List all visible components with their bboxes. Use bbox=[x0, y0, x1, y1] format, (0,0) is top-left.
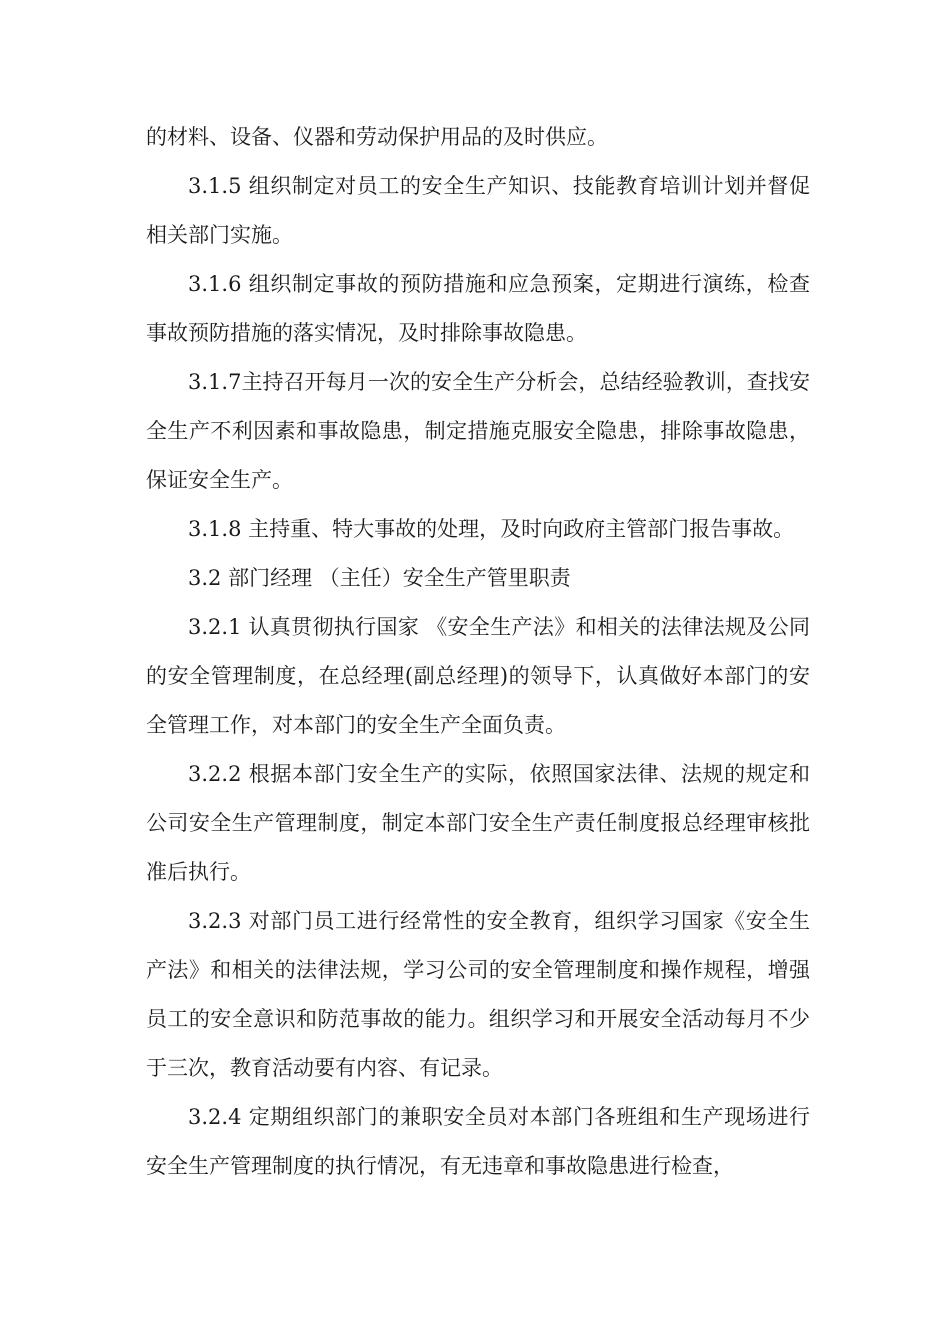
paragraph-3-2-4: 3.2.4 定期组织部门的兼职安全员对本部门各班组和生产现场进行安全生产管理制度的执行情况，有无违章和事故隐患进行检查， bbox=[146, 1105, 810, 1178]
paragraph-3-1-6: 3.1.6 组织制定事故的预防措施和应急预案，定期进行演练，检查事故预防措施的落实情况，及时排除事故隐患。 bbox=[146, 272, 810, 345]
paragraph-3-1-5: 3.1.5 组织制定对员工的安全生产知识、技能教育培训计划并督促相关部门实施。 bbox=[146, 174, 810, 247]
paragraph-3-1-7: 3.1.7主持召开每月一次的安全生产分析会，总结经验教训，查找安全生产不利因素和事故隐患，制定措施克服安全隐患，排除事故隐患，保证安全生产。 bbox=[146, 370, 810, 492]
paragraph-3-2-1: 3.2.1 认真贯彻执行国家 《安全生产法》和相关的法律法规及公同的安全管理制度，在总经理(副总经理)的领导下，认真做好本部门的安全管理工作，对本部门的安全生产全面负责。 bbox=[146, 615, 810, 737]
paragraph-3-2-3: 3.2.3 对部门员工进行经常性的安全教育，组织学习国家《安全生产法》和相关的法律法规，学习公司的安全管理制度和操作规程，增强员工的安全意识和防范事故的能力。组织学习和开展安全活动每月不少于三次，教育活动要有内容、有记录。 bbox=[146, 909, 810, 1080]
section-heading-3-2: 3.2 部门经理 （主任）安全生产管里职责 bbox=[188, 566, 571, 590]
paragraph-3-1-8: 3.1.8 主持重、特大事故的处理，及时向政府主管部门报告事故。 bbox=[188, 517, 795, 541]
document-body bbox=[146, 113, 810, 1191]
paragraph-continuation: 的材料、设备、仪器和劳动保护用品的及时供应。 bbox=[146, 125, 608, 149]
paragraph-3-2-2: 3.2.2 根据本部门安全生产的实际，依照国家法律、法规的规定和公司安全生产管理制度，制定本部门安全生产责任制度报总经理审核批准后执行。 bbox=[146, 762, 810, 884]
